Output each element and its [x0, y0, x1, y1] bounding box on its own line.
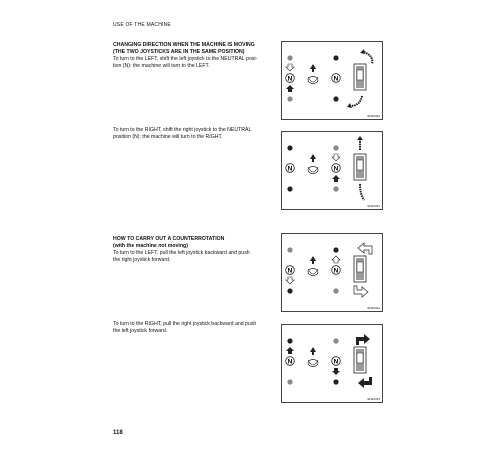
text-line: tion (N): the machine will turn to the LEFT.: [113, 62, 210, 69]
figure-code: EN02323: [367, 397, 380, 401]
page-number: 118: [113, 430, 123, 436]
joystick-diagram: [282, 325, 384, 404]
figure-code: EN02322: [367, 306, 380, 310]
heading-line: (THE TWO JOYSTICKS ARE IN THE SAME POSITION): [113, 48, 245, 55]
text-line: position (N): the machine will turn to the RIGHT.: [113, 133, 223, 140]
paragraph-counter-left: [113, 250, 270, 263]
heading-line: CHANGING DIRECTION WHEN THE MACHINE IS MOVING: [113, 42, 255, 48]
figure-code: EN02321: [367, 204, 380, 208]
figure-counterrotation-right: [281, 324, 383, 403]
text-line: the left joystick forward.: [113, 327, 168, 334]
figure-code: EN02320: [367, 114, 380, 118]
figure-counterrotation-left: [281, 233, 383, 312]
neutral-label: N: [287, 267, 293, 275]
paragraph-turn-right-moving: [113, 127, 270, 140]
figure-turn-left-moving: [281, 41, 383, 120]
neutral-label: N: [333, 358, 339, 366]
page-header: USE OF THE MACHINE: [113, 22, 171, 28]
text-line: To turn to the LEFT, pull the left joystick backward and push: [113, 250, 250, 256]
joystick-diagram: [282, 132, 384, 211]
neutral-label: N: [333, 75, 339, 83]
neutral-label: N: [333, 267, 339, 275]
joystick-diagram: [282, 42, 384, 121]
figure-turn-right-moving: [281, 131, 383, 210]
neutral-label: N: [287, 165, 293, 173]
joystick-diagram: [282, 234, 384, 313]
text-line: the right joystick forward.: [113, 256, 171, 263]
neutral-label: N: [287, 75, 293, 83]
heading-line: (with the machine not moving): [113, 242, 188, 249]
text-line: To turn to the RIGHT, shift the right joystick to the NEUTRAL: [113, 127, 252, 133]
text-line: To turn to the RIGHT, pull the right joystick backward and push: [113, 321, 257, 327]
neutral-label: N: [333, 165, 339, 173]
neutral-label: N: [287, 358, 293, 366]
paragraph-counter-right: [113, 321, 270, 334]
paragraph-turn-left-moving: [113, 56, 270, 69]
heading-line: HOW TO CARRY OUT A COUNTERROTATION: [113, 236, 225, 242]
text-line: To turn to the LEFT, shift the left joystick to the NEUTRAL posi-: [113, 56, 258, 62]
